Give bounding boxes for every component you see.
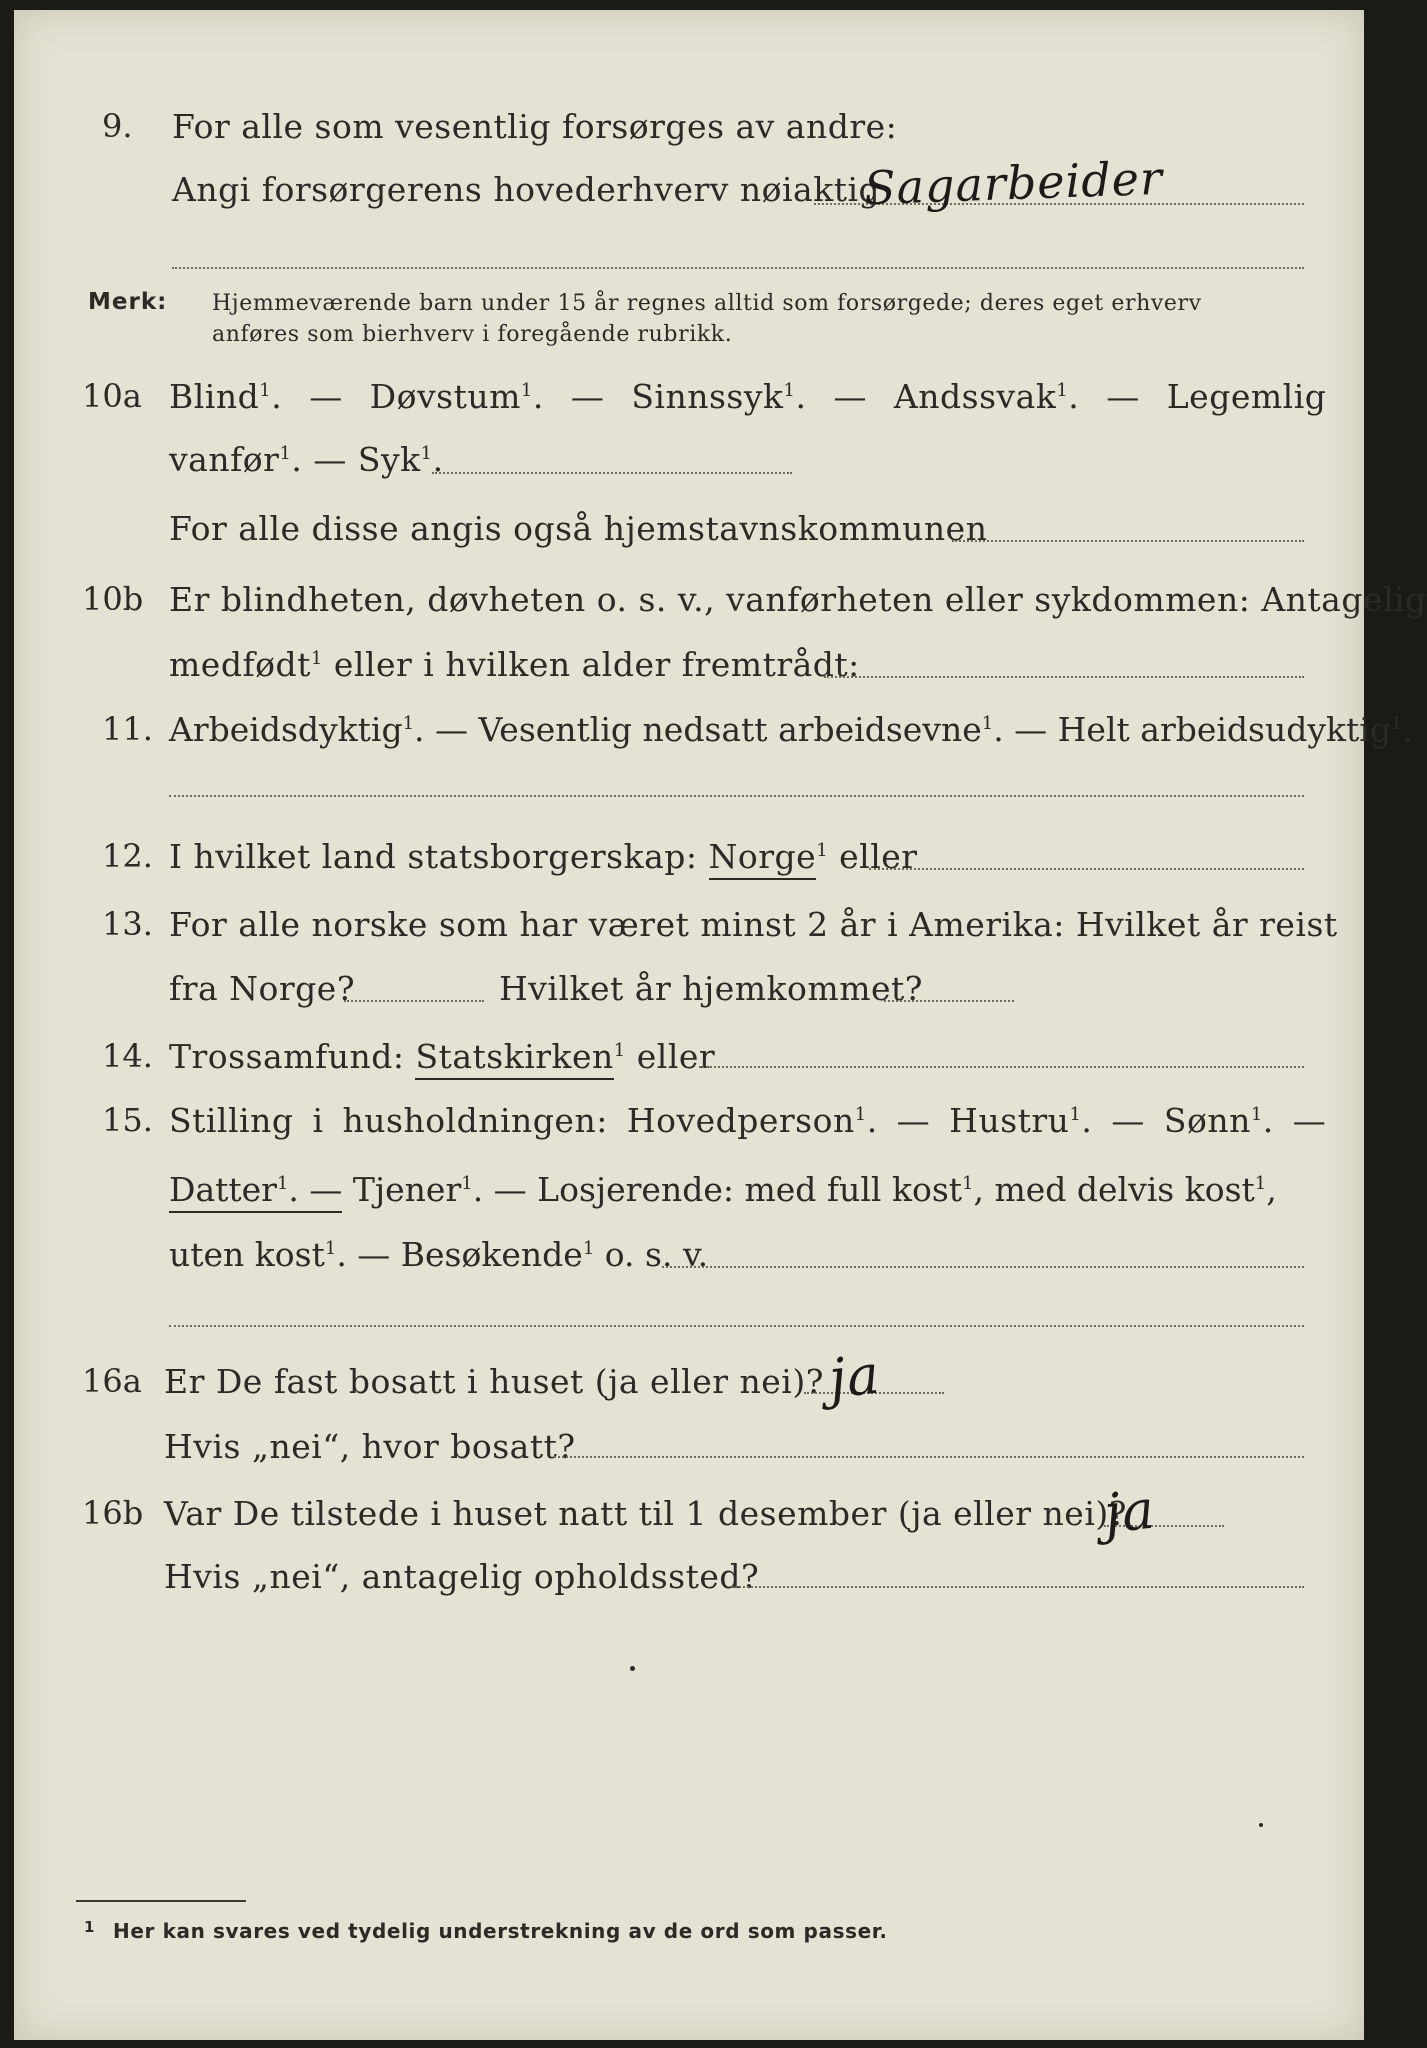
merk-line1: Hjemmeværende barn under 15 år regnes alltid som forsørgede; deres eget erhverv	[212, 291, 1202, 316]
q10a-number: 10a	[82, 377, 142, 415]
q15-answer-line-2	[169, 1325, 1304, 1327]
q10b-line2: medfødt$^1$ eller i hvilken alder fremtrådt:	[169, 645, 860, 684]
q10a-sinnssyk: — Sinnssyk	[570, 377, 784, 416]
merk-label: Merk:	[88, 289, 168, 315]
q9-answer-line-2	[172, 267, 1304, 269]
q10a-vanfor: vanfør	[169, 440, 280, 479]
q16b-line1: Var De tilstede i huset natt til 1 desember (ja eller nei)?	[164, 1494, 1127, 1533]
q10a-syk-line	[432, 472, 792, 474]
q13-line2-b: Hvilket år hjemkommet?	[499, 969, 923, 1008]
q16b-number: 16b	[82, 1494, 144, 1532]
q10a-line2: vanfør$^1$. — Syk$^1$.	[169, 440, 444, 479]
q10b-line1: Er blindheten, døvheten o. s. v., vanførheten eller sykdommen: Antagelig	[169, 580, 1427, 619]
q15-line3: uten kost$^1$. — Besøkende$^1$ o. s. v.	[169, 1235, 709, 1274]
q15-datter-underlined: Datter$^1$. —	[169, 1170, 342, 1213]
q13-hjemkommet-line	[884, 1000, 1014, 1002]
q11-number: 11.	[102, 710, 153, 748]
q15-line1: Stilling i husholdningen: Hovedperson$^1$. — Hustru$^1$. — Sønn$^1$. —	[169, 1101, 1327, 1140]
q14-statskirken-underlined: Statskirken	[415, 1037, 613, 1080]
q16b-handwritten-answer: ja	[1100, 1477, 1159, 1546]
q15-line2: Datter$^1$. — Tjener$^1$. — Losjerende: med full kost$^1$, med delvis kost$^1$,	[169, 1173, 1277, 1206]
q10a-dovstum: — Døvstum	[309, 377, 521, 416]
q16a-line2: Hvis „nei“, hvor bosatt?	[164, 1427, 576, 1466]
q12-number: 12.	[102, 837, 153, 875]
q16a-line1: Er De fast bosatt i huset (ja eller nei)?	[164, 1362, 824, 1401]
q13-reist-line	[344, 1000, 484, 1002]
footnote-mark: 1	[84, 1918, 96, 1936]
q14-line: Trossamfund: Statskirken$^1$ eller	[169, 1040, 715, 1073]
q9-number: 9.	[102, 107, 133, 145]
footnote-rule	[76, 1900, 246, 1902]
q11-line1: Arbeidsdyktig$^1$. — Vesentlig nedsatt arbeidsevne$^1$. — Helt arbeidsudyktig$^1$.	[169, 710, 1413, 749]
footnote	[84, 1918, 888, 1943]
paper-speck	[630, 1666, 635, 1671]
q10b-medfodt: medfødt	[169, 645, 311, 684]
merk-line2: anføres som bierhverv i foregående rubrikk.	[212, 322, 733, 347]
q10a-syk: — Syk	[313, 440, 421, 479]
q16a-handwritten-answer: ja	[825, 1342, 884, 1411]
q15-answer-line	[662, 1266, 1304, 1268]
q15-number: 15.	[102, 1101, 153, 1139]
q14-number: 14.	[102, 1037, 153, 1075]
q13-line1: For alle norske som har været minst 2 år i Amerika: Hvilket år reist	[169, 905, 1338, 944]
q10b-alder-line	[824, 676, 1304, 678]
census-form-page	[14, 10, 1427, 2040]
q16a-bosatt-line	[554, 1456, 1304, 1458]
paper-speck	[1259, 1823, 1263, 1827]
q10a-andssvak: — Andssvak	[833, 377, 1057, 416]
q12-norge-underlined: Norge	[709, 837, 817, 880]
footnote-text: Her kan svares ved tydelig understrekning av de ord som passer.	[113, 1919, 888, 1943]
q10b-number: 10b	[82, 580, 144, 618]
q10a-line1: Blind$^1$. — Døvstum$^1$. — Sinnssyk$^1$. — Andssvak$^1$. — Legemlig	[169, 377, 1327, 416]
q13-number: 13.	[102, 905, 153, 943]
q12-line: I hvilket land statsborgerskap: Norge$^1$ eller	[169, 840, 918, 873]
q10a-legemlig: — Legemlig	[1106, 377, 1327, 416]
q12-answer-line	[869, 868, 1304, 870]
q10a-line3: For alle disse angis også hjemstavnskommunen	[169, 509, 988, 548]
q10b-alder: eller i hvilken alder fremtrådt:	[333, 645, 860, 684]
q11-answer-line	[169, 795, 1304, 797]
q9-handwritten-answer: Sagarbeider	[863, 150, 1164, 216]
q14-answer-line	[699, 1066, 1304, 1068]
q16b-opholdssted-line	[732, 1586, 1304, 1588]
q10a-blind: Blind	[169, 377, 260, 416]
q13-line2-a: fra Norge?	[169, 969, 356, 1008]
q9-line1: For alle som vesentlig forsørges av andre:	[172, 107, 898, 146]
q16b-line2: Hvis „nei“, antagelig opholdssted?	[164, 1557, 760, 1596]
q10a-hjemstavn-line	[952, 540, 1304, 542]
q16a-number: 16a	[82, 1362, 142, 1400]
q9-line2: Angi forsørgerens hovederhverv nøiaktig	[172, 170, 881, 209]
